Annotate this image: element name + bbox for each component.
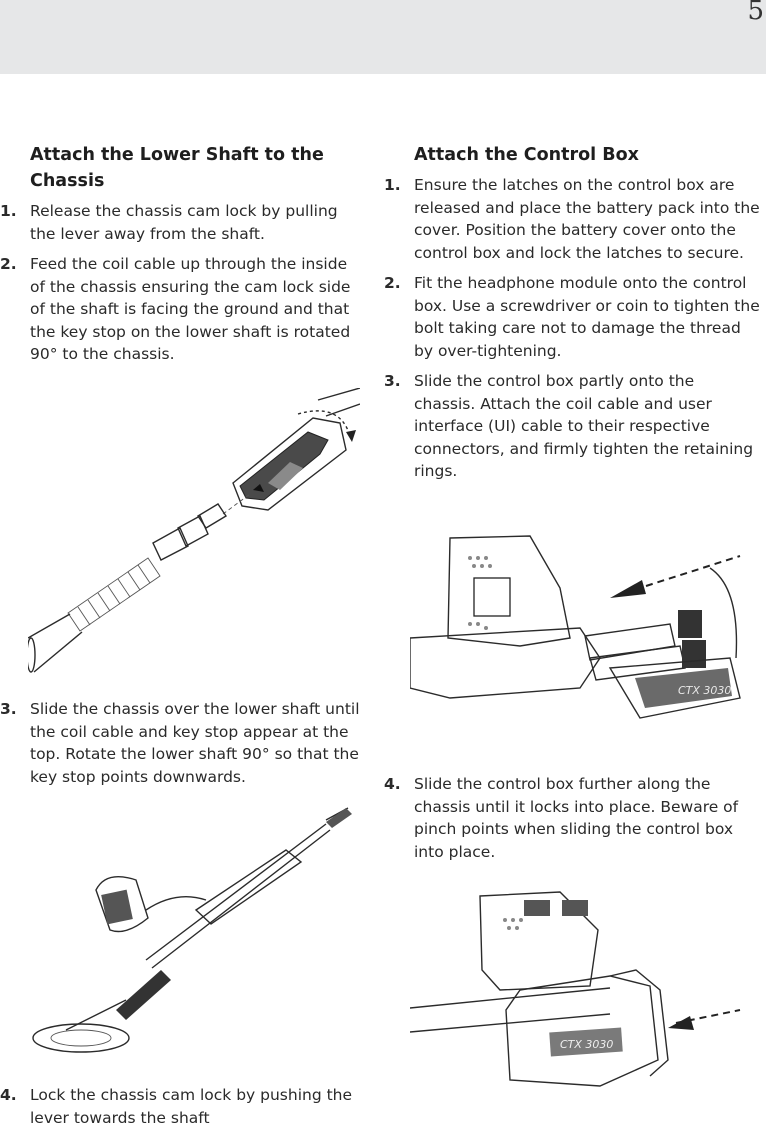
step-text: Release the chassis cam lock by pulling the lever away from the shaft.: [30, 202, 338, 243]
step-right-3: [384, 370, 760, 483]
right-step-4-block: [384, 773, 760, 863]
figure-assembled-detector: [26, 800, 356, 1060]
right-column: [384, 142, 760, 483]
step-text: Ensure the latches on the control box are released and place the battery pack into the cover. Position the battery cover onto the control box and lock the latches to secure.: [414, 176, 760, 262]
figure-control-box-locked: [410, 890, 746, 1090]
left-column: [0, 142, 360, 366]
step-text: Fit the headphone module onto the control box. Use a screwdriver or coin to tighten the bolt taking care not to damage the thread by over-tightening.: [414, 274, 760, 360]
brand-mark: CTX 3030: [560, 1038, 614, 1051]
step-number: 1.: [384, 176, 401, 194]
step-text: Feed the coil cable up through the inside of the chassis ensuring the cam lock side of the shaft is facing the ground and that the key stop on the lower shaft is rotated 90° to the chassis.: [30, 255, 351, 363]
step-text: Slide the control box further along the chassis until it locks into place. Beware of pinch points when sliding the control box into place.: [414, 775, 739, 861]
step-right-4: [384, 773, 760, 863]
page-number: 5: [747, 0, 764, 26]
step-left-2: [0, 253, 360, 366]
step-left-4: [0, 1084, 360, 1129]
step-left-3: [0, 698, 360, 788]
step-number: 2.: [0, 255, 17, 273]
section-heading-control-box: Attach the Control Box: [414, 145, 639, 165]
left-step-4-block: [0, 1084, 360, 1129]
step-left-1: [0, 200, 360, 245]
step-number: 4.: [384, 775, 401, 793]
step-number: 4.: [0, 1086, 17, 1104]
step-right-1: [384, 174, 760, 264]
step-text: Slide the chassis over the lower shaft until the coil cable and key stop appear at the top. Rotate the lower shaft 90° so that the key stop points downwards.: [30, 700, 360, 786]
step-right-2: [384, 272, 760, 362]
section-heading-lower-shaft: Attach the Lower Shaft to the Chassis: [30, 145, 324, 191]
figure-lower-shaft-chassis: [28, 388, 360, 678]
step-number: 1.: [0, 202, 17, 220]
figure-control-box-partial: [410, 528, 746, 728]
step-number: 3.: [384, 372, 401, 390]
header-band: [0, 0, 766, 74]
left-step-3-block: [0, 698, 360, 788]
step-text: Lock the chassis cam lock by pushing the lever towards the shaft: [30, 1086, 353, 1127]
step-text: Slide the control box partly onto the chassis. Attach the coil cable and user interface (UI) cable to their respective connectors, and firmly tighten the retaining rings.: [414, 372, 754, 480]
step-number: 2.: [384, 274, 401, 292]
brand-mark: CTX 3030: [678, 684, 732, 697]
step-number: 3.: [0, 700, 17, 718]
